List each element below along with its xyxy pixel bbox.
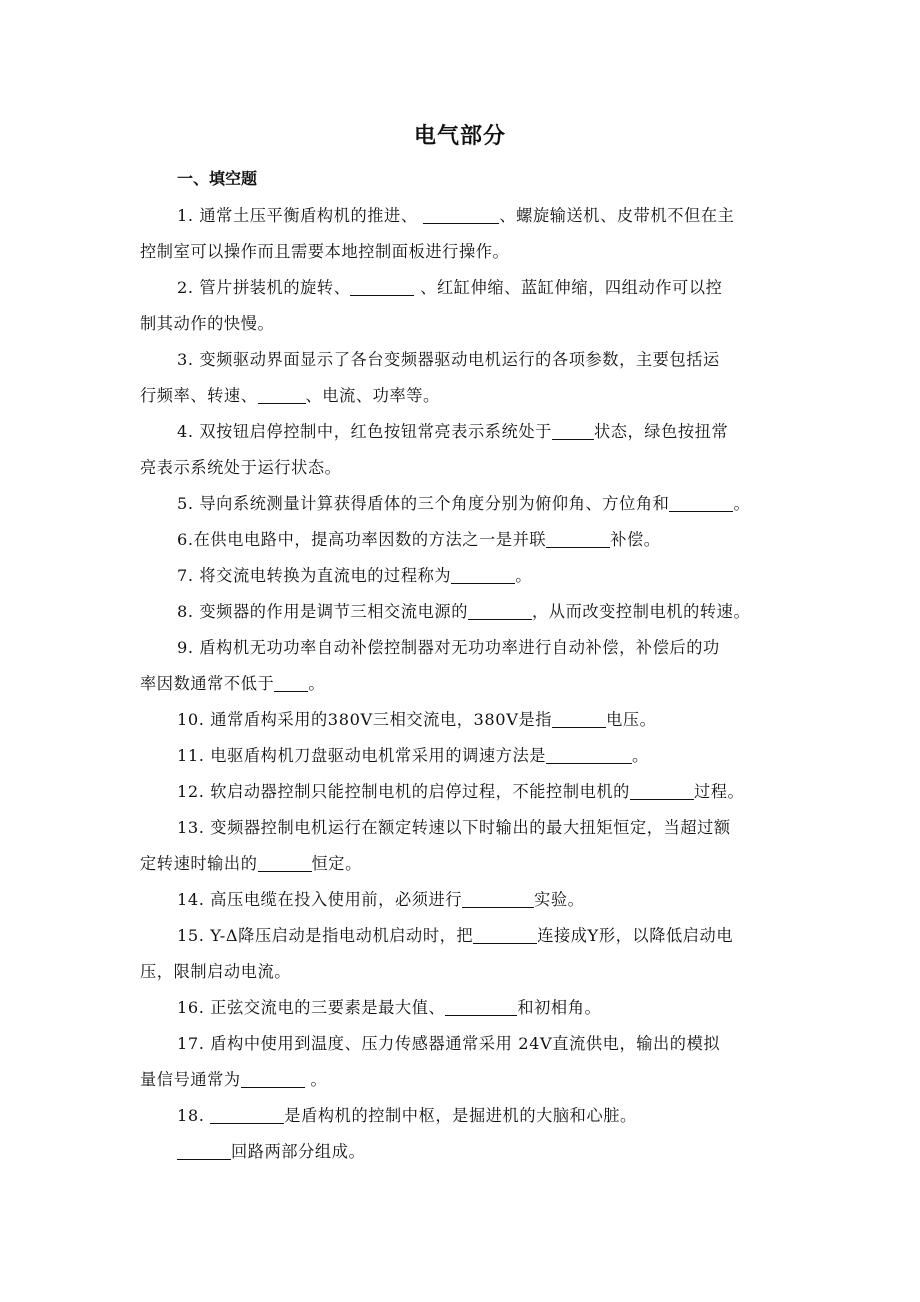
line-text: 8. 变频器的作用是调节三相交流电源的 bbox=[177, 602, 468, 621]
question-line bbox=[177, 275, 722, 301]
line-text: 行频率、转速、 bbox=[140, 386, 258, 405]
question-line bbox=[177, 743, 649, 769]
line-text: 7. 将交流电转换为直流电的过程称为 bbox=[177, 566, 452, 585]
question-line bbox=[140, 851, 362, 877]
answer-blank bbox=[210, 1105, 284, 1124]
question-line bbox=[177, 419, 728, 445]
line-text: 。 bbox=[515, 566, 532, 585]
line-text: 16. 正弦交流电的三要素是最大值、 bbox=[177, 998, 446, 1017]
question-line bbox=[140, 239, 509, 265]
page-title: 电气部分 bbox=[413, 124, 506, 149]
line-text: 定转速时输出的 bbox=[140, 854, 258, 873]
line-text: 实验。 bbox=[534, 890, 585, 909]
question-line bbox=[177, 707, 656, 733]
question-line bbox=[140, 671, 325, 697]
line-text: 控制室可以操作而且需要本地控制面板进行操作。 bbox=[140, 242, 510, 261]
answer-blank bbox=[552, 709, 606, 728]
answer-blank bbox=[546, 745, 632, 764]
line-text: 4. 双按钮启停控制中，红色按钮常亮表示系统处于 bbox=[177, 422, 552, 441]
answer-blank bbox=[546, 529, 610, 548]
line-text: 14. 高压电缆在投入使用前，必须进行 bbox=[177, 890, 463, 909]
line-text: 。 bbox=[308, 674, 326, 693]
line-text: ，从而改变控制电机的转速。 bbox=[532, 602, 751, 621]
question-line bbox=[177, 527, 661, 553]
answer-blank bbox=[177, 1141, 231, 1160]
answer-blank bbox=[445, 997, 517, 1016]
line-text: 量信号通常为 bbox=[140, 1070, 241, 1089]
line-text: 状态，绿色按扭常 bbox=[593, 422, 729, 441]
line-text: 和初相角。 bbox=[517, 998, 602, 1017]
question-line bbox=[177, 1103, 637, 1129]
line-text: 电压。 bbox=[606, 710, 657, 729]
line-text: 。 bbox=[632, 746, 649, 765]
line-text: 13. 变频器控制电机运行在额定转速以下时输出的最大扭矩恒定，当超过额 bbox=[177, 818, 731, 837]
line-text: 率因数通常不低于 bbox=[140, 674, 275, 693]
answer-blank bbox=[468, 601, 532, 620]
answer-blank bbox=[451, 565, 515, 584]
line-text: 6.在供电电路中，提高功率因数的方法之一是并联 bbox=[177, 530, 547, 549]
line-text: 11. 电驱盾构机刀盘驱动电机常采用的调速方法是 bbox=[177, 746, 547, 765]
question-line bbox=[177, 563, 532, 589]
line-text: 3. 变频驱动界面显示了各台变频器驱动电机运行的各项参数，主要包括运 bbox=[177, 350, 720, 369]
line-text: 9. 盾构机无功功率自动补偿控制器对无功功率进行自动补偿，补偿后的功 bbox=[177, 638, 720, 657]
question-line bbox=[140, 1067, 327, 1093]
question-line bbox=[177, 635, 720, 661]
line-text: 、螺旋输送机、皮带机不但在主 bbox=[499, 206, 735, 225]
line-text: 2. 管片拼装机的旋转、 bbox=[177, 278, 351, 297]
question-line bbox=[177, 1031, 720, 1057]
line-text: 补偿。 bbox=[610, 530, 661, 549]
line-text: 18. bbox=[177, 1106, 211, 1125]
line-text: 连接成Y形，以降低启动电 bbox=[537, 926, 734, 945]
line-text: 亮表示系统处于运行状态。 bbox=[140, 458, 342, 477]
line-text: 。 bbox=[733, 494, 751, 513]
question-line bbox=[177, 815, 731, 841]
question-line bbox=[140, 311, 274, 337]
line-text: 、红缸伸缩、蓝缸伸缩，四组动作可以控 bbox=[414, 278, 723, 297]
question-line bbox=[177, 779, 744, 805]
line-text: 15. Y-Δ降压启动是指电动机启动时，把 bbox=[177, 926, 474, 945]
question-line bbox=[177, 491, 750, 517]
line-text: 制其动作的快慢。 bbox=[140, 314, 275, 333]
line-text: 12. 软启动器控制只能控制电机的启停过程，不能控制电机的 bbox=[177, 782, 630, 801]
answer-blank bbox=[258, 385, 306, 404]
answer-blank bbox=[630, 781, 694, 800]
line-text: 是盾构机的控制中枢，是掘进机的大脑和心脏。 bbox=[284, 1106, 637, 1125]
answer-blank bbox=[423, 205, 499, 224]
question-line bbox=[177, 995, 601, 1021]
line-text: 。 bbox=[304, 1070, 328, 1089]
answer-blank bbox=[552, 421, 594, 440]
line-text: 恒定。 bbox=[311, 854, 362, 873]
line-text: 、电流、功率等。 bbox=[305, 386, 440, 405]
question-line bbox=[140, 383, 440, 409]
line-text: 回路两部分组成。 bbox=[231, 1142, 366, 1161]
line-text: 过程。 bbox=[693, 782, 745, 801]
question-line bbox=[177, 203, 734, 229]
answer-blank bbox=[473, 925, 537, 944]
line-text: 10. 通常盾构采用的380V三相交流电，380V是指 bbox=[177, 710, 553, 729]
line-text: 17. 盾构中使用到温度、压力传感器通常采用 24V直流供电，输出的模拟 bbox=[177, 1034, 721, 1053]
section-heading: 一、填空题 bbox=[177, 169, 258, 188]
question-line bbox=[177, 347, 720, 373]
question-line bbox=[177, 887, 584, 913]
answer-blank bbox=[258, 853, 312, 872]
line-text: 压，限制启动电流。 bbox=[140, 962, 292, 981]
question-line bbox=[177, 599, 750, 625]
answer-blank bbox=[274, 673, 308, 692]
answer-blank bbox=[350, 277, 414, 296]
line-text: 1. 通常土压平衡盾构机的推进、 bbox=[177, 206, 424, 225]
answer-blank bbox=[241, 1069, 305, 1088]
question-line bbox=[177, 923, 733, 949]
question-line bbox=[140, 455, 341, 481]
question-line bbox=[140, 959, 291, 985]
answer-blank bbox=[462, 889, 534, 908]
answer-blank bbox=[669, 493, 733, 512]
question-line bbox=[177, 1139, 365, 1165]
line-text: 5. 导向系统测量计算获得盾体的三个角度分别为俯仰角、方位角和 bbox=[177, 494, 670, 513]
